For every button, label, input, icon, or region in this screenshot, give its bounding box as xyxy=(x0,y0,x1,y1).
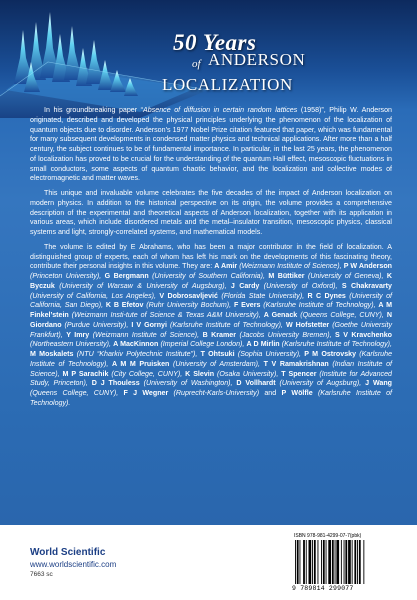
paragraph-2: This unique and invaluable volume celebrates the five decades of the impact of Anderson localization on modern physics. In addition to the historical perspective on its origin, the volume provides a comprehensive description of the experimental and theoretical aspects of Anderson localization, together with its application in various areas, which include disordered metals and the metal–insulator transition, mesoscopic physics, classical systems and light, strongly-correlated systems, and mathematical models. xyxy=(30,189,392,236)
isbn-label: ISBN 978-981-4299-07-7(pbk) xyxy=(294,533,362,539)
title-years: 50 Years xyxy=(173,30,257,55)
title-of: of xyxy=(192,58,201,70)
barcode-panel xyxy=(286,530,396,596)
paragraph-3: The volume is edited by E Abrahams, who has been a major contributor in the field of localization. A distinguished group of experts, each of whom has left his mark on the developments of this fascinating theory, contribute their personal insights in this volume. They are: A Amir (Weizmann Institute of Science), P W Anderson (Princeton University), G Bergmann (University of Southern California), M Büttiker (University of Geneva), K Byczuk (University of Warsaw & University of Augsburg), J Cardy (University of Oxford), S Chakravarty (University of California, Los Angeles), V Dobrosavljević (Florida State University), R C Dynes (University of California, San Diego), K B Efetov (Ruhr University Bochum), F Evers (Karlsruhe Institute of Technology), A M Finkel’stein (Weizmann Insti-tute of Science & Texas A&M University), A Genack (Queens College, CUNY), N Giordano (Purdue University), I V Gornyi (Karlsruhe Institute of Technology), W Hofstetter (Goethe University Frankfurt), Y Imry (Weizmann Institute of Science), B Kramer (Jacobs University Bremen), S V Kravchenko (Northeastern University), A MacKinnon (Imperial College London), A D Mirlin (Karlsruhe Institute of Technology), M Moskalets (NTU “Kharkiv Polytechnic Institute”), T Ohtsuki (Sophia University), P M Ostrovsky (Karlsruhe Institute of Technology), A M M Pruisken (University of Amsterdam), T V Ramakrishnan (Indian Institute of Science), M P Sarachik (City College, CUNY), K Slevin (Osaka University), T Spencer (Institute for Advanced Study, Princeton), D J Thouless (University of Washington), D Vollhardt (University of Augsburg), J Wang (Queens College, CUNY), F J Wegner (Ruprecht-Karls-University) and P Wölfle (Karlsruhe Institute of Technology). xyxy=(30,242,393,407)
paragraph-1: In his groundbreaking paper “Absence of diffusion in certain random lattices (1958)”, Philip W. Anderson originated, described and developed the physical principles underlying the phenomenon of the localization of quantum objects due to disorder. Anderson’s 1977 Nobel Prize citation featured that paper, which was fundamental for many subsequent developments in condensed matter physics and technical applications. After more than a half century, the subject continues to be of fundamental importance. In particular, in the last 25 years, the phenomenon of localization has proved to be crucial for the understanding of the quantum Hall effect, mesoscopic fluctuations in small conductors, some aspects of quantum chaotic behavior, and the localization and collective modes of electromagnetic and matter waves. xyxy=(30,106,392,183)
publisher-footer xyxy=(0,525,417,600)
title-anderson: ANDERSON xyxy=(208,50,306,69)
title-block xyxy=(150,30,412,100)
publisher-name: World Scientific xyxy=(30,547,106,558)
barcode-icon xyxy=(294,540,388,584)
blurb xyxy=(30,106,392,414)
title-localization: LOCALIZATION xyxy=(162,75,293,94)
catalog-code: 7663 sc xyxy=(30,571,53,578)
barcode-digits: 9 789814 299077 xyxy=(292,585,354,592)
publisher-url[interactable]: www.worldscientific.com xyxy=(30,560,117,569)
